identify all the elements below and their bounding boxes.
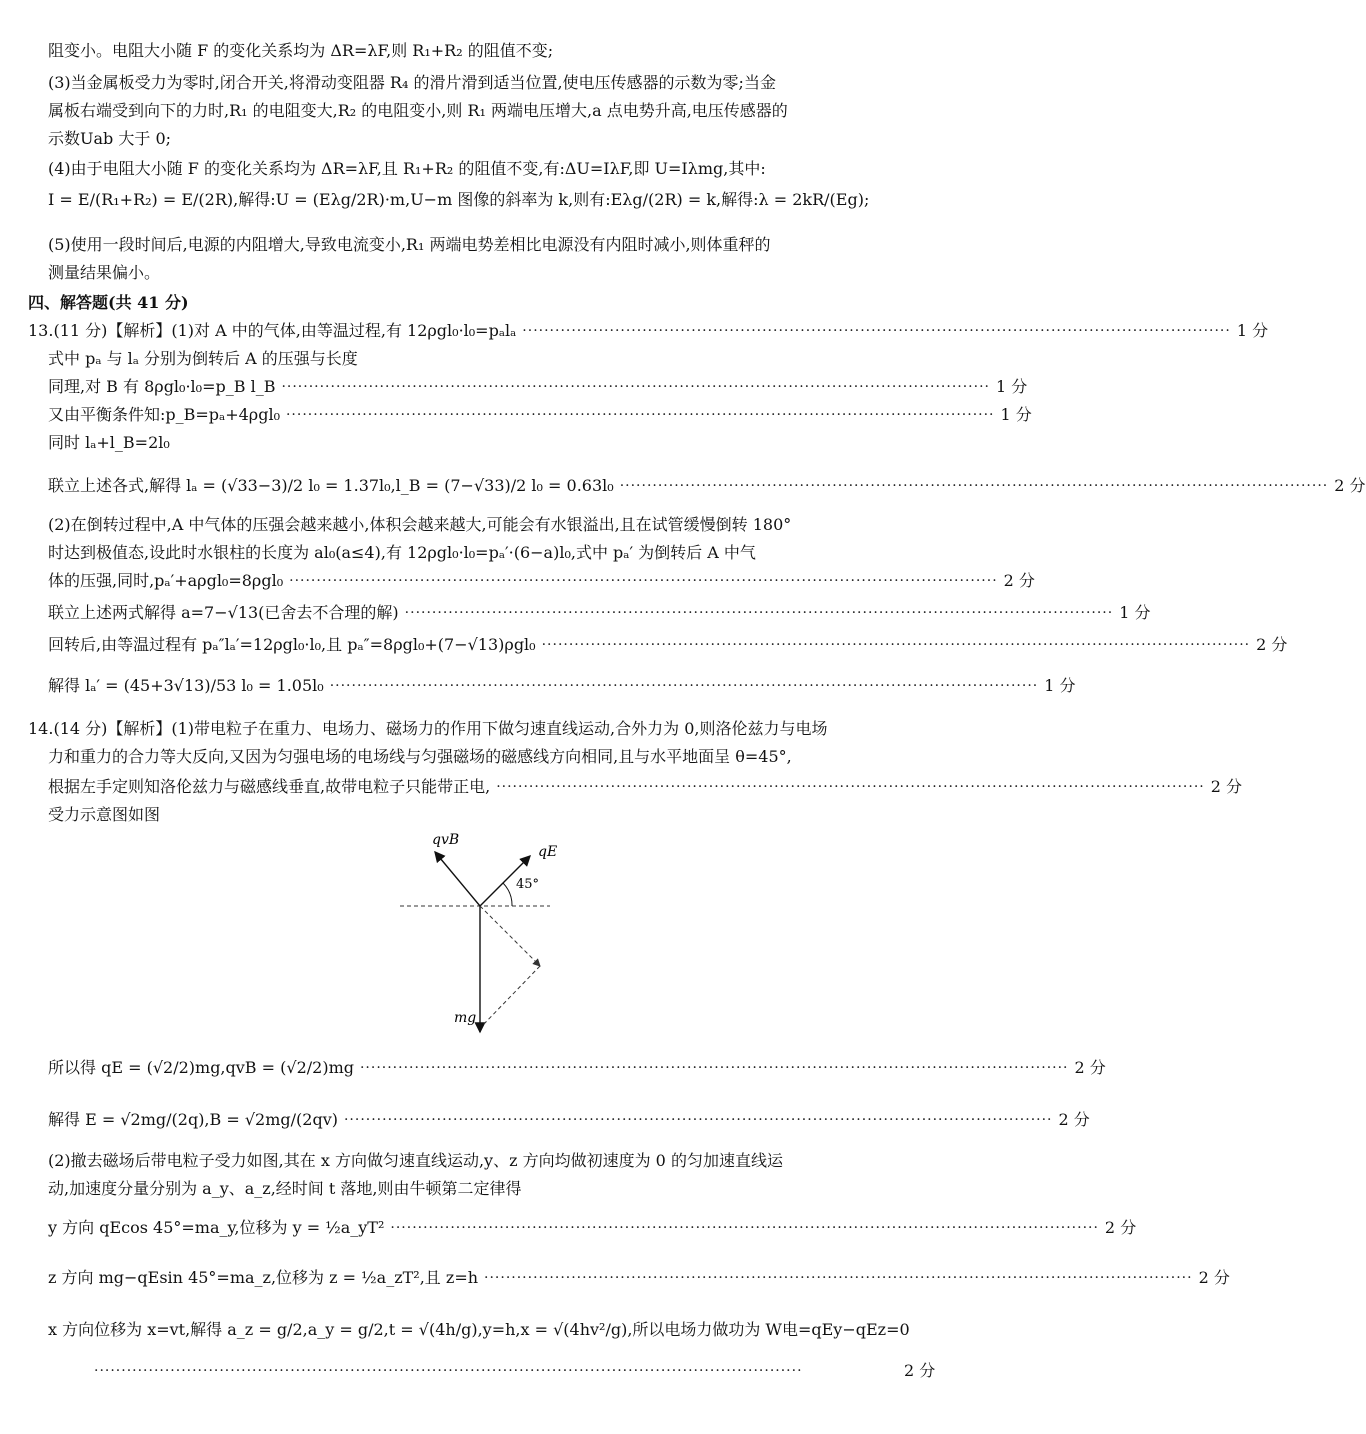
q14-line: (2)撤去磁场后带电粒子受力如图,其在 x 方向做匀速直线运动,y、z 方向均做初速度为 0 的匀加速直线运 [48,1151,783,1170]
q13-line: 同理,对 B 有 8ρgl₀·l₀=p_B l_B ····· 1 分 [48,376,932,398]
q14-line: z 方向 mg−qEsin 45°=ma_z,位移为 z = ½a_zT²,且 z=h ····· 2 分 [48,1256,932,1300]
q13-line: 同时 lₐ+l_B=2l₀ [48,433,170,452]
q14-line: 所以得 qE = (√2/2)mg,qvB = (√2/2)mg ····· 2 分 [48,1046,932,1090]
text-line: (5)使用一段时间后,电源的内阻增大,导致电流变小,R₁ 两端电势差相比电源没有内阻时减小,则体重秤的 [48,235,771,254]
q14-line: 动,加速度分量分别为 a_y、a_z,经时间 t 落地,则由牛顿第二定律得 [48,1179,522,1198]
text-line: 示数Uab 大于 0; [48,129,172,148]
q13-line: 时达到极值态,设此时水银柱的长度为 al₀(a≤4),有 12ρgl₀·l₀=pₐ′·(6−a)l₀,式中 pₐ′ 为倒转后 A 中气 [48,543,756,562]
force-diagram [400,826,560,1036]
q13-line: (2)在倒转过程中,A 中气体的压强会越来越小,体积会越来越大,可能会有水银溢出,且在试管缓慢倒转 180° [48,515,792,534]
section-title: 四、解答题(共 41 分) [28,293,189,312]
formula-line: I = E/(R₁+R₂) = E/(2R),解得:U = (Eλg/2R)·m,U−m 图像的斜率为 k,则有:Eλg/(2R) = k,解得:λ = 2kR/(Eg); [48,190,870,209]
angle-arc [503,883,512,906]
q13-line: 体的压强,同时,pₐ′+aρgl₀=8ρgl₀ ····· 2 分 [48,570,932,592]
q14-line: ····· 2 分 [88,1360,932,1382]
q14-line: y 方向 qEcos 45°=ma_y,位移为 y = ½a_yT² ····· 2 分 [48,1206,932,1250]
q13-line: 回转后,由等温过程有 pₐ″lₐ′=12ρgl₀·l₀,且 pₐ″=8ρgl₀+(7−√13)ρgl₀ ····· 2 分 [48,634,932,656]
angle-label: 45° [516,877,540,892]
text-line: 测量结果偏小。 [48,263,161,282]
q13-line: 解得 lₐ′ = (45+3√13)/53 l₀ = 1.05l₀ ····· 1 分 [48,664,932,708]
text-line: 属板右端受到向下的力时,R₁ 的电阻变大,R₂ 的电阻变小,则 R₁ 两端电压增大,a 点电势升高,电压传感器的 [48,101,788,120]
q14-line: 受力示意图如图 [48,805,161,824]
text-line: (3)当金属板受力为零时,闭合开关,将滑动变阻器 R₄ 的滑片滑到适当位置,使电压传感器的示数为零;当金 [48,73,776,92]
q13-line: 又由平衡条件知:p_B=pₐ+4ρgl₀ ····· 1 分 [48,404,932,426]
text-line: (4)由于电阻大小随 F 的变化关系均为 ΔR=λF,且 R₁+R₂ 的阻值不变,有:ΔU=IλF,即 U=Iλmg,其中: [48,159,766,178]
qvb-force-arrow [435,852,480,906]
q13-line: 式中 pₐ 与 lₐ 分别为倒转后 A 的压强与长度 [48,349,358,368]
q14-line: 解得 E = √2mg/(2q),B = √2mg/(2qv) ····· 2 分 [48,1098,932,1142]
qvb-label: qvB [432,832,460,848]
q14-line: 根据左手定则知洛伦兹力与磁感线垂直,故带电粒子只能带正电, ····· 2 分 [48,776,932,798]
q14-line: 力和重力的合力等大反向,又因为匀强电场的电场线与匀强磁场的磁感线方向相同,且与水平地面呈 θ=45°, [48,747,792,766]
resultant-dashed-line [482,966,540,1026]
qe-label: qE [538,844,558,860]
q14-line: x 方向位移为 x=vt,解得 a_z = g/2,a_y = g/2,t = √(4h/g),y=h,x = √(4hv²/g),所以电场力做功为 W电=qEy−qEz=0 [48,1320,910,1339]
q13-line: 13.(11 分)【解析】(1)对 A 中的气体,由等温过程,有 12ρgl₀·l₀=pₐlₐ ····· 1 分 [28,320,932,342]
q13-line: 联立上述各式,解得 lₐ = (√33−3)/2 l₀ = 1.37l₀,l_B = (7−√33)/2 l₀ = 0.63l₀ ····· 2 分 [48,464,932,508]
q13-line: 联立上述两式解得 a=7−√13(已舍去不合理的解) ····· 1 分 [48,602,932,624]
q14-line: 14.(14 分)【解析】(1)带电粒子在重力、电场力、磁场力的作用下做匀速直线运动,合外力为 0,则洛伦兹力与电场 [28,719,828,738]
mg-label: mg [454,1010,477,1026]
resultant-dashed-arrow [480,906,540,966]
text-line: 阻变小。电阻大小随 F 的变化关系均为 ΔR=λF,则 R₁+R₂ 的阻值不变; [48,41,554,60]
